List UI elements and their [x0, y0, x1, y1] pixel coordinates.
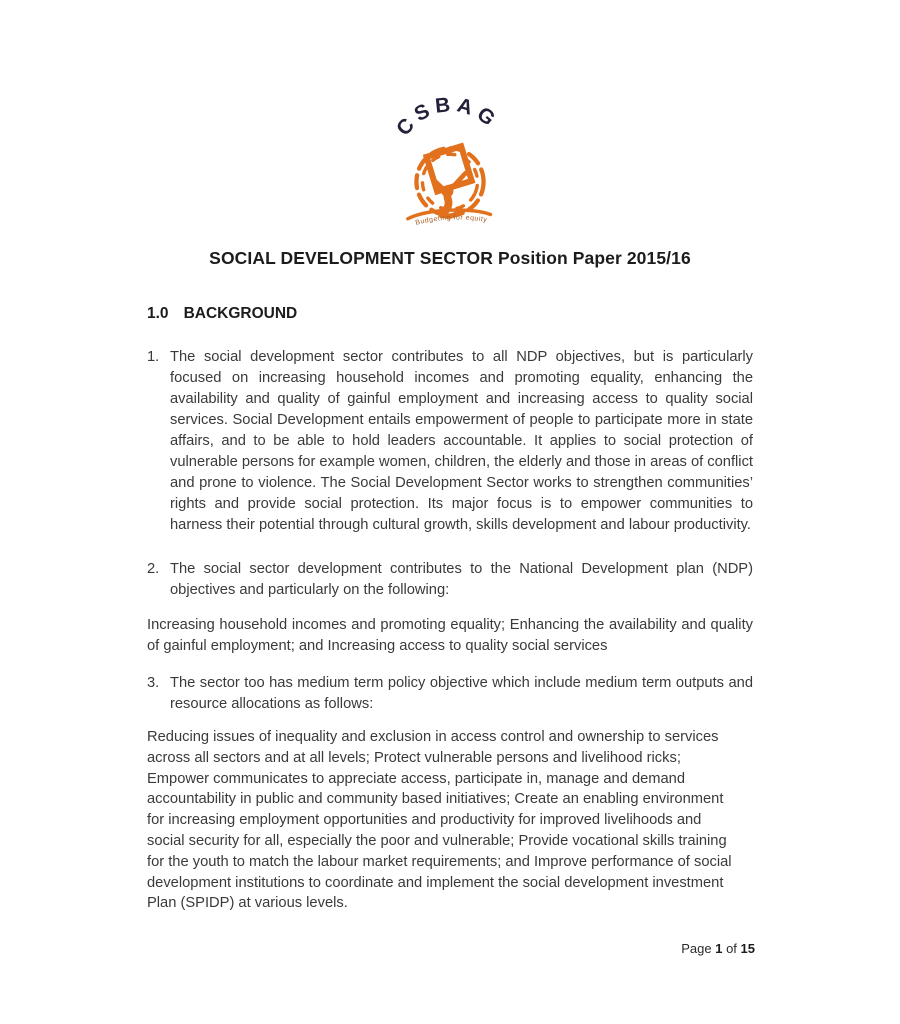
list-text-3: The sector too has medium term policy objective which include medium term outputs and resource allocations as follows: [170, 675, 753, 712]
content-area [0, 305, 900, 914]
list-text-2: The social sector development contributes to the National Development plan (NDP) objectives and particularly on the following: [170, 561, 753, 598]
section-heading [147, 305, 753, 323]
footer-page-word: Page [681, 941, 712, 956]
logo-acronym: CSBAG [391, 94, 504, 141]
section-number: 1.0 [147, 305, 169, 322]
list-item-3 [147, 673, 753, 715]
logo-tagline: Budgeting for equity [414, 214, 488, 227]
paragraph-ndp-objectives: Increasing household incomes and promoting equality; Enhancing the availability and quality of gainful employment; and Increasing access to quality social services [147, 617, 753, 654]
frame-icon [427, 146, 472, 191]
logo-row [0, 0, 900, 236]
list-marker-2: 2. [147, 561, 160, 577]
page-footer [681, 941, 755, 956]
footer-page-number: 1 [715, 941, 723, 956]
paragraph-medium-term: Reducing issues of inequality and exclusion in access control and ownership to services across all sectors and at all levels; Protect vulnerable persons and livelihood ricks; Empower communicates to appreciate access, participate in, manage and demand accountability in public and community based initiatives; Create an enabling environment for increasing employment opportunities and productivity for improved livelihoods and social security for all, especially the poor and vulnerable; Provide vocational skills training for the youth to match the labour market requirements; and Improve performance of social development institutions to coordinate and implement the social development investment Plan (SPIDP) at various levels. [147, 729, 732, 912]
list-marker-1: 1. [147, 349, 160, 365]
section-title: BACKGROUND [183, 305, 298, 322]
list-item-2 [147, 559, 753, 601]
list-text-1: The social development sector contributes to all NDP objectives, but is particularly focused on increasing household incomes and promoting equality, enhancing the availability and quality of gainful employment and increasing access to quality social services. Social Development entails empowerment of people to participate more in state affairs, and to be able to hold leaders accountable. It applies to social protection of vulnerable persons for example women, children, the elderly and those in areas of conflict and prone to violence. The Social Development Sector works to strengthen communities’ rights and provide social protection. Its major focus is to empower communities to harness their potential through cultural growth, skills development and labour productivity. [170, 349, 753, 533]
list-item-1 [147, 347, 753, 536]
page-title: SOCIAL DEVELOPMENT SECTOR Position Paper 2015/16 [209, 248, 691, 268]
list-marker-3: 3. [147, 675, 160, 691]
footer-page-total: 15 [740, 941, 755, 956]
csbag-logo [381, 94, 519, 236]
footer-of-word: of [726, 941, 737, 956]
